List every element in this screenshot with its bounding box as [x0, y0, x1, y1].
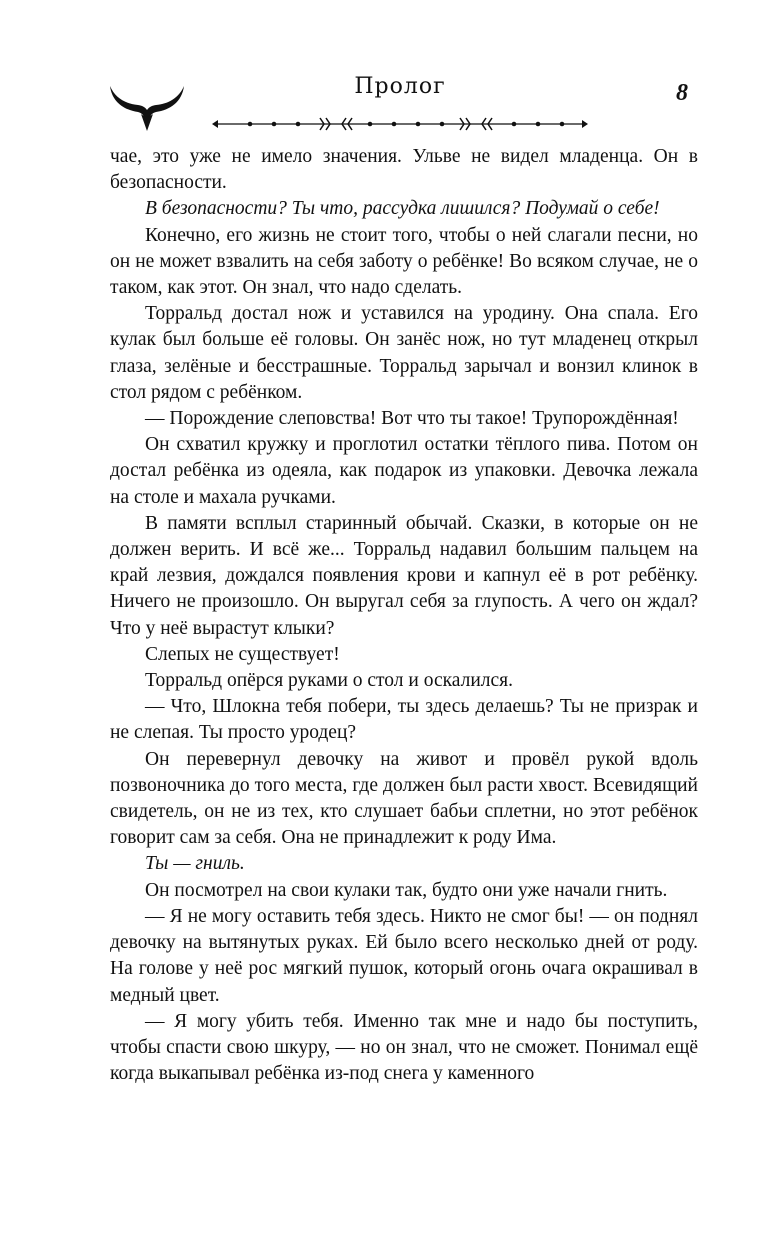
paragraph: Он посмотрел на свои кулаки так, будто они уже начали гнить. [145, 879, 668, 901]
page-header [0, 0, 768, 140]
paragraph: Ты — гниль. [145, 853, 245, 875]
paragraph: Конечно, его жизнь не стоит того, чтобы о ней слагали песни, но он не может взвалить на себя заботу о ребёнке! Во всяком случае, не о таком, как этот. Он знал, что надо сделать. [110, 224, 698, 299]
paragraph: Он схватил кружку и проглотил остатки тёплого пива. Потом он достал ребёнка из одеяла, как подарок из упаковки. Девочка лежала на столе и махала ручками. [110, 434, 698, 508]
paragraph: — Порождение слеповства! Вот что ты такое! Трупорождённая! [145, 408, 679, 430]
paragraph: Слепых не существует! [145, 643, 340, 665]
paragraph: В памяти всплыл старинный обычай. Сказки, в которые он не должен верить. И всё же... Торральд надавил большим пальцем на край лезвия, дождался появления крови и капнул её в рот ребёнку. Ничего не произошло. Он выругал себя за глупость. А чего он ждал? Что у неё вырастут клыки? [110, 512, 698, 639]
body-text [110, 144, 698, 1087]
page-number: 8 [676, 80, 688, 106]
paragraph: — Я могу убить тебя. Именно так мне и надо бы поступить, чтобы спасти свою шкуру, — но он знал, что не сможет. Понимал ещё когда выкапывал ребёнка из-под снега у каменного [110, 1010, 698, 1085]
paragraph: — Что, Шлокна тебя побери, ты здесь делаешь? Ты не призрак и не слепая. Ты просто уродец? [110, 696, 698, 744]
dotted-divider-ornament [210, 116, 590, 132]
paragraph: Торральд достал нож и уставился на уродину. Она спала. Его кулак был больше её головы. Он занёс нож, но тут младенец открыл глаза, зелёные и бесстрашные. Торральд зарычал и вонзил клинок в стол рядом с ребёнком. [110, 303, 698, 403]
horned-emblem-icon [108, 80, 186, 132]
paragraph: В безопасности? Ты что, рассудка лишился? Подумай о себе! [145, 198, 660, 220]
paragraph: чае, это уже не имело значения. Ульве не видел младенца. Он в безопасности. [110, 146, 698, 194]
paragraph: — Я не могу оставить тебя здесь. Никто не смог бы! — он поднял девочку на вытянутых руках. Ей было всего несколько дней от роду. На голове у неё рос мягкий пушок, который огонь очага окрашивал в медный цвет. [110, 905, 698, 1006]
paragraph: Он перевернул девочку на живот и провёл рукой вдоль позвоночника до того места, где должен был расти хвост. Всевидящий свидетель, он не из тех, кто слушает бабьи сплетни, но этот ребёнок говорит сам за себя. Она не принадлежит к роду Има. [110, 748, 698, 849]
paragraph: Торральд опёрся руками о стол и оскалился. [145, 670, 514, 692]
running-title: Пролог [354, 74, 446, 99]
